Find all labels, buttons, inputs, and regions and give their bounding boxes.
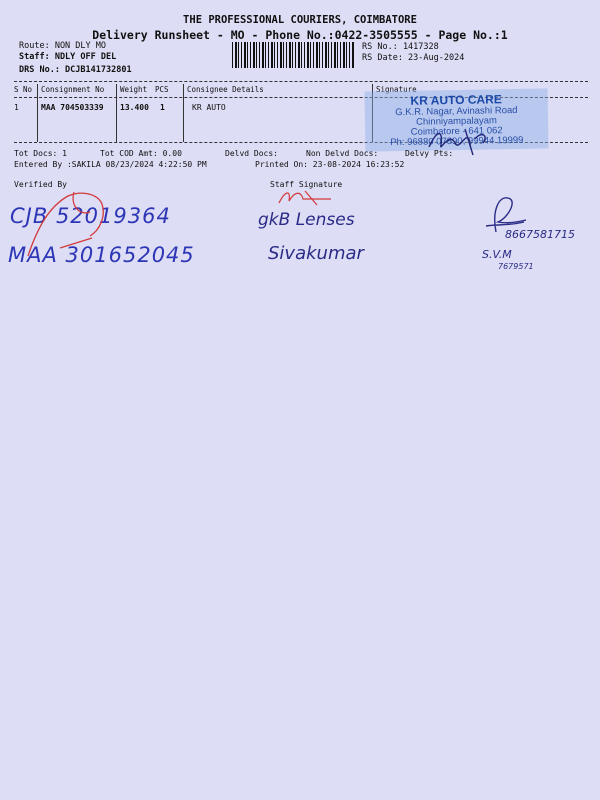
- barcode: [232, 42, 354, 68]
- handwritten-code: 7679571: [498, 262, 534, 271]
- cell-pcs: 1: [160, 103, 165, 112]
- stamp-area: Chinniyampalayam: [416, 115, 498, 128]
- th-consignee: Consignee Details: [187, 85, 264, 94]
- printed-on: Printed On: 23-08-2024 16:23:52: [255, 160, 405, 169]
- stamp-phone: Ph: 96880 07890, 99944 19999: [390, 134, 524, 149]
- cell-consignee: KR AUTO: [192, 103, 226, 112]
- tot-docs: Tot Docs: 1: [14, 149, 67, 158]
- handwritten-receiver-name: Sivakumar: [268, 243, 364, 264]
- th-consignment: Consignment No: [41, 85, 105, 94]
- cell-consignment: MAA 704503339: [41, 103, 104, 112]
- cell-weight: 13.400: [120, 103, 149, 112]
- delvd-docs: Delvd Docs:: [225, 149, 278, 158]
- route-text: Route: NON DLY MO: [19, 41, 106, 51]
- non-delvd-docs: Non Delvd Docs:: [306, 149, 379, 158]
- tot-cod: Tot COD Amt: 0.00: [100, 149, 182, 158]
- staff-signature-mark: [275, 185, 335, 211]
- th-signature: Signature: [376, 85, 417, 94]
- divider-top: [14, 81, 588, 82]
- stamp-address: G.K.R. Nagar, Avinashi Road: [395, 104, 518, 119]
- staff-text: Staff: NDLY OFF DEL: [19, 52, 117, 62]
- handwritten-consignee-name: gkB Lenses: [258, 210, 355, 230]
- handwritten-consignment-1: CJB 52019364: [10, 204, 171, 228]
- stamp-name: KR AUTO CARE: [410, 92, 502, 108]
- handwritten-initials: S.V.M: [482, 248, 512, 261]
- entered-by: Entered By :SAKILA 08/23/2024 4:22:50 PM: [14, 160, 207, 169]
- company-title: THE PROFESSIONAL COURIERS, COIMBATORE: [183, 14, 417, 26]
- th-weight: Weight: [120, 85, 148, 94]
- rs-number: RS No.: 1417328: [362, 42, 439, 52]
- handwritten-consignment-2: MAA 301652045: [8, 243, 195, 267]
- red-verification-mark: [20, 186, 130, 268]
- verified-by-label: Verified By: [14, 180, 67, 189]
- delvy-pts: Delvy Pts:: [405, 149, 454, 158]
- staff-signature-label: Staff Signature: [270, 180, 343, 189]
- col-divider: [183, 84, 184, 142]
- runsheet-title: Delivery Runsheet - MO - Phone No.:0422-3505555 - Page No.:1: [92, 28, 508, 42]
- drs-number: DRS No.: DCJB141732801: [19, 65, 132, 75]
- stamp-city: Coimbatore - 641 062: [410, 125, 503, 138]
- col-divider: [37, 84, 38, 142]
- handwritten-phone: 8667581715: [505, 228, 575, 241]
- rs-date: RS Date: 23-Aug-2024: [362, 53, 465, 63]
- cell-sno: 1: [14, 103, 19, 112]
- col-divider: [116, 84, 117, 142]
- th-sno: S No: [14, 85, 33, 94]
- th-pcs: PCS: [155, 85, 169, 94]
